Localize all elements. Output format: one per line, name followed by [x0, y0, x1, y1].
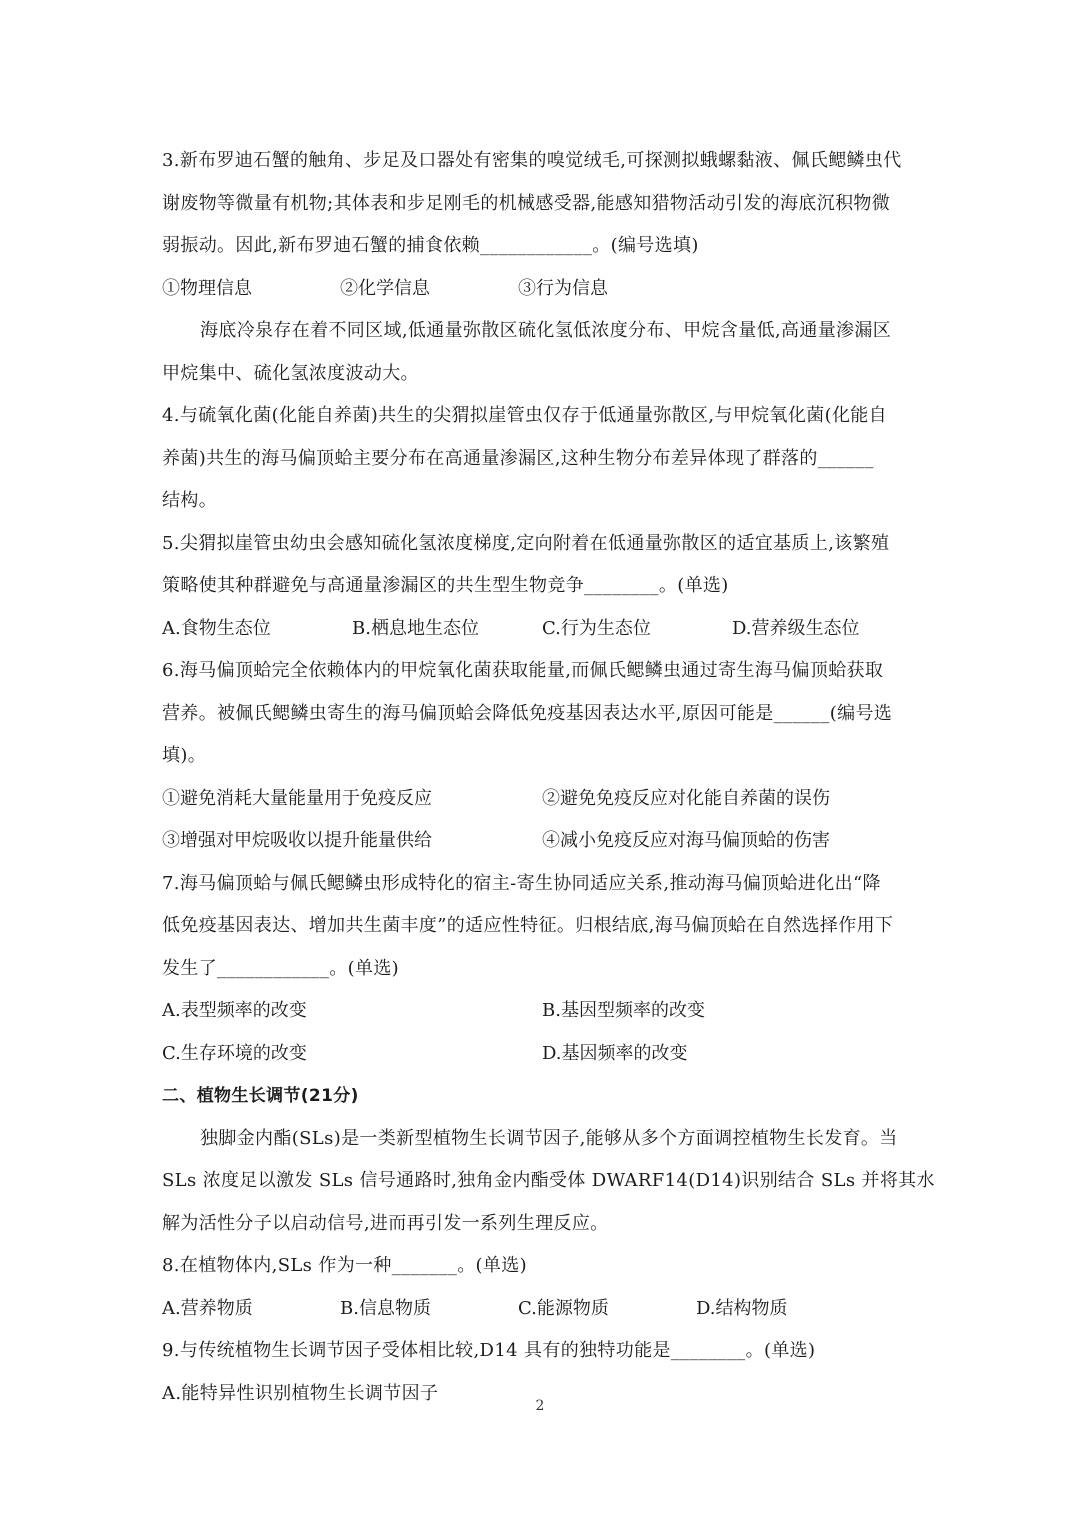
page-number: 2 — [535, 1398, 545, 1414]
q7-option-d: D.基因频率的改变 — [542, 1042, 688, 1064]
q7-options-row-1 — [162, 990, 922, 1033]
q5-options — [162, 608, 922, 651]
context1-line-2: 甲烷集中、硫化氢浓度波动大。 — [162, 362, 419, 384]
q3-option-1: ①物理信息 — [162, 277, 252, 299]
q6-option-1: ①避免消耗大量能量用于免疫反应 — [162, 787, 432, 809]
q4-line-3: 结构。 — [162, 490, 218, 511]
q5-option-c: C.行为生态位 — [542, 617, 651, 639]
document-page — [162, 140, 935, 1415]
q6-option-4: ④减小免疫反应对海马偏顶蛤的伤害 — [542, 830, 830, 851]
q3-line-1: 3.新布罗迪石蟹的触角、步足及口器处有密集的嗅觉绒毛,可探测拟蛾螺黏液、佩氏鳃鳞虫代 — [162, 150, 902, 171]
q7-option-a: A.表型频率的改变 — [162, 1000, 307, 1021]
q6-line-2: 营养。被佩氏鳃鳞虫寄生的海马偏顶蛤会降低免疫基因表达水平,原因可能是______(编号选 — [162, 702, 893, 724]
q8-option-c: C.能源物质 — [518, 1297, 609, 1319]
section-2-heading: 二、植物生长调节(21分) — [162, 1086, 359, 1106]
q9-line-1: 9.与传统植物生长调节因子受体相比较,D14 具有的独特功能是________。(单选) — [162, 1340, 816, 1361]
q5-line-2: 策略使其种群避免与高通量渗漏区的共生型生物竞争________。(单选) — [162, 575, 729, 596]
q5-option-a: A.食物生态位 — [162, 617, 271, 639]
q3-option-3: ③行为信息 — [518, 277, 608, 299]
q7-option-b: B.基因型频率的改变 — [542, 1000, 705, 1021]
q7-line-3: 发生了____________。(单选) — [162, 957, 400, 979]
q7-options-row-2 — [162, 1033, 922, 1076]
q8-line-1: 8.在植物体内,SLs 作为一种_______。(单选) — [162, 1255, 527, 1276]
q3-option-2: ②化学信息 — [340, 277, 430, 299]
q7-option-c: C.生存环境的改变 — [162, 1042, 307, 1064]
q3-line-3: 弱振动。因此,新布罗迪石蟹的捕食依赖____________。(编号选填) — [162, 235, 699, 256]
q6-option-3: ③增强对甲烷吸收以提升能量供给 — [162, 830, 432, 851]
q6-options-row-2 — [162, 820, 922, 863]
q4-line-2: 养菌)共生的海马偏顶蛤主要分布在高通量渗漏区,这种生物分布差异体现了群落的______ — [162, 447, 874, 469]
q7-line-1: 7.海马偏顶蛤与佩氏鳃鳞虫形成特化的宿主-寄生协同适应关系,推动海马偏顶蛤进化出“降 — [162, 872, 881, 894]
q5-line-1: 5.尖猬拟崖管虫幼虫会感知硫化氢浓度梯度,定向附着在低通量弥散区的适宜基质上,该繁殖 — [162, 532, 890, 554]
context2-line-1: 独脚金内酯(SLs)是一类新型植物生长调节因子,能够从多个方面调控植物生长发育。当 — [200, 1127, 898, 1149]
q9-option-a: A.能特异性识别植物生长调节因子 — [162, 1382, 439, 1404]
q6-line-1: 6.海马偏顶蛤完全依赖体内的甲烷氧化菌获取能量,而佩氏鳃鳞虫通过寄生海马偏顶蛤获取 — [162, 660, 884, 681]
q5-option-d: D.营养级生态位 — [732, 617, 860, 639]
q8-option-a: A.营养物质 — [162, 1297, 253, 1319]
q8-options — [162, 1288, 922, 1331]
q8-option-d: D.结构物质 — [696, 1297, 788, 1319]
q6-option-2: ②避免免疫反应对化能自养菌的误伤 — [542, 787, 830, 809]
q7-line-2: 低免疫基因表达、增加共生菌丰度”的适应性特征。归根结底,海马偏顶蛤在自然选择作用下 — [162, 915, 894, 936]
context2-line-2: SLs 浓度足以激发 SLs 信号通路时,独角金内酯受体 DWARF14(D14)识别结合 SLs 并将其水 — [162, 1170, 935, 1191]
q6-line-3: 填)。 — [162, 745, 207, 766]
q3-options — [162, 268, 922, 311]
q8-option-b: B.信息物质 — [340, 1297, 431, 1319]
q4-line-1: 4.与硫氧化菌(化能自养菌)共生的尖猬拟崖管虫仅存于低通量弥散区,与甲烷氧化菌(化能自 — [162, 405, 888, 426]
q6-options-row-1 — [162, 778, 922, 821]
q3-line-2: 谢废物等微量有机物;其体表和步足刚毛的机械感受器,能感知猎物活动引发的海底沉积物微 — [162, 192, 891, 214]
q5-option-b: B.栖息地生态位 — [352, 617, 479, 639]
context2-line-3: 解为活性分子以启动信号,进而再引发一系列生理反应。 — [162, 1212, 609, 1234]
context1-line-1: 海底冷泉存在着不同区域,低通量弥散区硫化氢低浓度分布、甲烷含量低,高通量渗漏区 — [200, 320, 892, 341]
